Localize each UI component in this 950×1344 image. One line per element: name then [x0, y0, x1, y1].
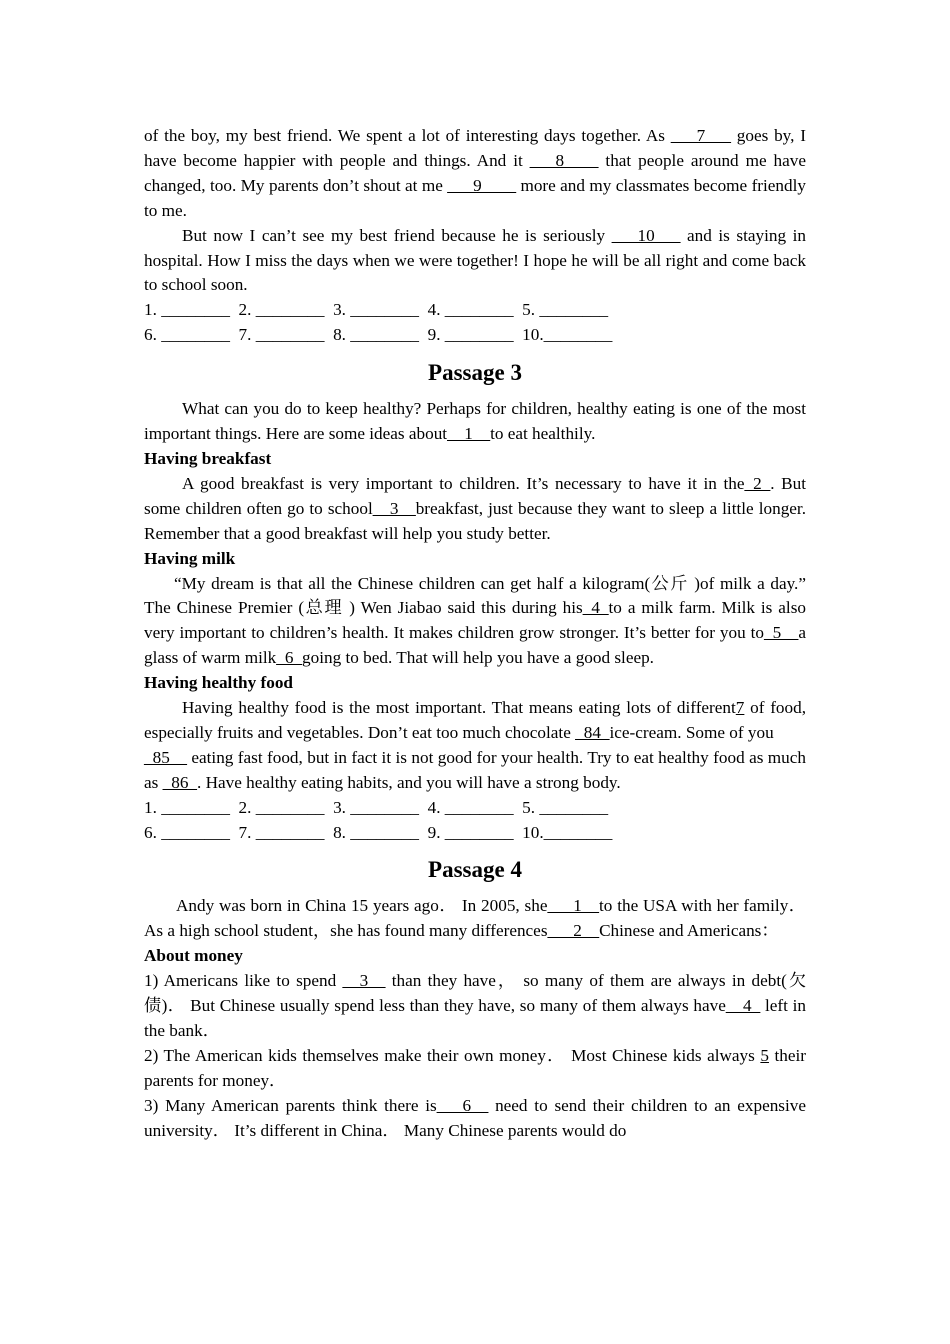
text-run: . But some children often go to school: [144, 473, 806, 518]
passage3-intro: [144, 397, 806, 447]
passage-title: Passage 4: [428, 857, 522, 883]
text-run: What can you do to keep healthy? Perhaps for children, healthy eating is one of the most important things. Here are some ideas about: [144, 399, 806, 444]
answer-blanks-row: 6. ________ 7. ________ 8. ________ 9. ________ 10.________: [144, 325, 613, 345]
text-run: left in the bank．: [144, 996, 806, 1040]
answer-blank: ___10___: [611, 225, 681, 245]
answer-blank: _85__: [144, 747, 187, 767]
answer-blank: ___7___: [670, 126, 731, 145]
text-run: to eat healthily.: [490, 424, 596, 444]
text-run: than they have， so many of them are always in debt(欠债)． But Chinese usually spend less than they have, so many of them always have: [144, 971, 807, 1016]
section-heading: Having healthy food: [144, 673, 293, 693]
passage2-paragraph-2: [144, 224, 806, 299]
answer-blank: __3__: [342, 971, 386, 991]
answer-blank: __4_: [725, 996, 761, 1016]
document-page: [144, 124, 806, 1144]
answer-blank: __1__: [447, 424, 491, 444]
answer-blank: ___6__: [436, 1095, 489, 1115]
text-run: going to bed. That will help you have a good sleep.: [302, 648, 654, 668]
answer-blank: _4_: [582, 598, 609, 618]
passage3-breakfast-text: [144, 472, 806, 547]
passage3-milk-text: [144, 572, 806, 672]
text-run: . Have healthy eating habits, and you will have a strong body.: [197, 772, 621, 792]
passage3-food-text-cont: [144, 746, 806, 796]
answer-blanks-row: 6. ________ 7. ________ 8. ________ 9. ________ 10.________: [144, 822, 613, 842]
text-run: that people around me have changed, too. My parents don’t shout at me: [144, 150, 806, 195]
section-heading: About money: [144, 946, 243, 966]
text-run: breakfast, just because they want to sleep a little longer. Remember that a good breakfast will help you study better.: [144, 498, 806, 543]
passage4-item-1: [144, 969, 806, 1044]
passage2-paragraph-1: [144, 124, 806, 224]
passage4-item-2: [144, 1044, 806, 1094]
text-run: “My dream is that all the Chinese children can get half a kilogram(公斤 )of milk a day.” The Chinese Premier (总理 ) Wen Jiabao said this during his: [144, 573, 806, 618]
answer-blank: _86_: [162, 772, 197, 792]
answer-blank: 7: [735, 698, 745, 718]
answer-blank: _6_: [276, 648, 303, 668]
section-heading: Having breakfast: [144, 448, 272, 468]
answer-blank: 5: [760, 1045, 769, 1065]
text-run: A good breakfast is very important to children. It’s necessary to have it in the: [182, 473, 745, 493]
answer-blank: _84_: [575, 722, 610, 742]
answer-blank: _5__: [763, 623, 799, 643]
text-run: But now I can’t see my best friend because he is seriously: [182, 225, 612, 245]
text-run: their parents for money．: [144, 1045, 807, 1090]
passage4-intro: [144, 894, 806, 944]
text-run: to the USA with her family． As a high school student，she has found many differences: [144, 896, 806, 941]
text-run: to a milk farm. Milk is also very important to children’s health. It makes children grow stronger. It’s better for you to: [144, 598, 806, 643]
text-run: goes by, I have become happier with people and things. And it: [144, 126, 806, 170]
answer-blank: _2_: [744, 473, 771, 493]
answer-blanks-row: 1. ________ 2. ________ 3. ________ 4. ________ 5. ________: [144, 300, 609, 320]
answer-blank: ___9____: [447, 175, 517, 195]
text-run: Chinese and Americans：: [599, 921, 779, 941]
text-run: Having healthy food is the most important. That means eating lots of different: [182, 698, 736, 718]
answer-blank: ___1__: [547, 896, 600, 916]
text-run: of the boy, my best friend. We spent a lot of interesting days together. As: [144, 126, 671, 145]
text-run: and is staying in hospital. How I miss the days when we were together! I hope he will be all right and come back to school soon.: [144, 225, 806, 295]
section-heading: Having milk: [144, 548, 236, 568]
text-run: of food, especially fruits and vegetables. Don’t eat too much chocolate: [144, 698, 806, 742]
text-run: eating fast food, but in fact it is not good for your health. Try to eat healthy food as much as: [144, 747, 806, 792]
passage-title: Passage 3: [428, 360, 522, 386]
passage4-item-3: [144, 1094, 806, 1144]
text-run: 2) The American kids themselves make their own money． Most Chinese kids always: [144, 1045, 761, 1065]
text-run: a glass of warm milk: [144, 623, 806, 668]
answer-blank: __3__: [372, 498, 416, 518]
text-run: Andy was born in China 15 years ago． In 2005, she: [176, 896, 548, 916]
answer-blanks-row: 1. ________ 2. ________ 3. ________ 4. ________ 5. ________: [144, 797, 609, 817]
passage3-food-text: [144, 696, 806, 746]
answer-blank: ___2__: [547, 921, 600, 941]
text-run: ice-cream. Some of you: [609, 722, 774, 742]
answer-blank: ___8____: [529, 150, 599, 170]
text-run: 1) Americans like to spend: [144, 971, 343, 991]
text-run: need to send their children to an expensive university． It’s different in China． Many Chinese parents would do: [144, 1095, 806, 1140]
text-run: more and my classmates become friendly to me.: [144, 175, 806, 220]
text-run: 3) Many American parents think there is: [144, 1095, 437, 1115]
